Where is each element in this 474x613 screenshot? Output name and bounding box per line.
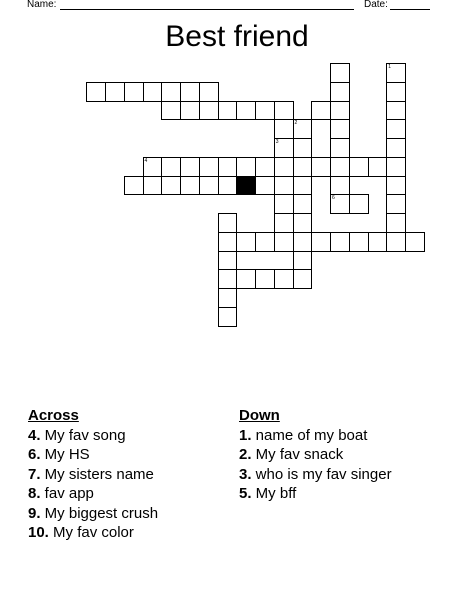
- clue-text: My bff: [251, 485, 297, 502]
- clue-text: My fav color: [48, 524, 134, 541]
- grid-cell[interactable]: [274, 213, 294, 233]
- clue-number: 4.: [28, 426, 41, 444]
- clue-number: 2.: [239, 446, 252, 463]
- clue-number-label: 2: [294, 120, 298, 127]
- clue-number: 10.: [28, 524, 49, 541]
- clue-across-8: [28, 484, 158, 504]
- grid-cell[interactable]: [180, 101, 200, 121]
- grid-cell[interactable]: [293, 251, 313, 271]
- grid-cell[interactable]: [293, 176, 313, 196]
- grid-cell[interactable]: [349, 232, 369, 252]
- grid-cell[interactable]: [274, 194, 294, 214]
- grid-cell[interactable]: [330, 101, 350, 121]
- grid-cell[interactable]: [161, 82, 181, 102]
- grid-cell[interactable]: [218, 307, 238, 327]
- grid-cell[interactable]: [311, 232, 331, 252]
- clue-across-9: [28, 504, 158, 524]
- grid-cell[interactable]: [161, 101, 181, 121]
- grid-cell[interactable]: [293, 269, 313, 289]
- grid-cell[interactable]: [218, 157, 238, 177]
- grid-cell[interactable]: [105, 82, 125, 102]
- grid-cell[interactable]: [161, 157, 181, 177]
- grid-cell[interactable]: [218, 269, 238, 289]
- name-label: Name:: [27, 0, 57, 10]
- grid-cell[interactable]: [311, 101, 331, 121]
- grid-cell[interactable]: [255, 176, 275, 196]
- clue-number-label: 6: [332, 195, 335, 202]
- grid-cell[interactable]: [180, 82, 200, 102]
- grid-cell[interactable]: [218, 101, 238, 121]
- grid-cell[interactable]: [386, 176, 406, 196]
- clue-down-2: [239, 445, 392, 465]
- clue-text: My fav snack: [251, 446, 344, 463]
- grid-cell[interactable]: [293, 213, 313, 233]
- grid-cell[interactable]: [199, 101, 219, 121]
- grid-cell[interactable]: [199, 157, 219, 177]
- grid-cell[interactable]: [386, 213, 406, 233]
- clue-text: My biggest crush: [40, 504, 159, 522]
- clue-number-label: 3: [275, 139, 279, 145]
- clue-text: who is my fav singer: [251, 465, 392, 483]
- down-heading: Down: [239, 407, 280, 424]
- grid-cell[interactable]: [274, 101, 294, 121]
- down-clues: [239, 406, 392, 504]
- grid-cell[interactable]: [330, 82, 350, 102]
- clue-across-6: [28, 445, 158, 465]
- clue-down-3: [239, 465, 392, 485]
- clue-text: fav app: [40, 485, 94, 502]
- grid-cell[interactable]: [386, 82, 406, 102]
- grid-cell[interactable]: [386, 101, 406, 121]
- clue-across-7: [28, 465, 158, 485]
- grid-cell[interactable]: [218, 232, 238, 252]
- grid-cell[interactable]: [143, 82, 163, 102]
- clue-number: 7.: [28, 465, 41, 483]
- grid-cell[interactable]: [274, 232, 294, 252]
- grid-cell[interactable]: [386, 119, 406, 139]
- grid-cell[interactable]: [368, 232, 388, 252]
- grid-cell[interactable]: [218, 288, 238, 308]
- grid-cell[interactable]: [180, 176, 200, 196]
- clue-number: 8.: [28, 485, 41, 502]
- clue-down-1: [239, 426, 392, 446]
- clue-down-5: [239, 484, 392, 504]
- grid-cell[interactable]: [255, 101, 275, 121]
- grid-cell[interactable]: [274, 176, 294, 196]
- grid-cell[interactable]: [255, 232, 275, 252]
- clue-text: name of my boat: [251, 426, 368, 444]
- grid-cell[interactable]: [330, 63, 350, 83]
- grid-cell[interactable]: [236, 269, 256, 289]
- across-heading: Across: [28, 407, 79, 424]
- grid-cell[interactable]: [274, 157, 294, 177]
- grid-cell[interactable]: [199, 176, 219, 196]
- grid-cell[interactable]: [161, 176, 181, 196]
- clue-number: 6.: [28, 446, 41, 463]
- grid-cell[interactable]: [236, 232, 256, 252]
- date-label: Date:: [364, 0, 388, 10]
- grid-cell[interactable]: [293, 138, 313, 158]
- grid-cell[interactable]: [293, 157, 313, 177]
- grid-cell[interactable]: [386, 194, 406, 214]
- grid-cell[interactable]: [143, 176, 163, 196]
- grid-cell[interactable]: [274, 138, 294, 158]
- grid-cell[interactable]: [330, 119, 350, 139]
- grid-cell[interactable]: [274, 269, 294, 289]
- grid-cell[interactable]: [293, 119, 313, 139]
- grid-cell[interactable]: [199, 82, 219, 102]
- grid-cell[interactable]: [386, 138, 406, 158]
- grid-cell[interactable]: [349, 157, 369, 177]
- grid-cell[interactable]: [330, 194, 350, 214]
- grid-cell[interactable]: [330, 176, 350, 196]
- grid-cell[interactable]: [180, 157, 200, 177]
- grid-cell[interactable]: [386, 157, 406, 177]
- grid-cell[interactable]: [236, 101, 256, 121]
- grid-cell[interactable]: [368, 157, 388, 177]
- clue-number: 5.: [239, 485, 252, 502]
- grid-cell[interactable]: [293, 232, 313, 252]
- grid-cell[interactable]: [218, 251, 238, 271]
- grid-cell[interactable]: [124, 82, 144, 102]
- grid-cell[interactable]: [255, 157, 275, 177]
- grid-cell[interactable]: [386, 232, 406, 252]
- clue-text: My sisters name: [40, 465, 154, 483]
- grid-cell[interactable]: [311, 157, 331, 177]
- grid-cell[interactable]: [386, 63, 406, 83]
- grid-cell[interactable]: [86, 82, 106, 102]
- black-cell: [236, 176, 256, 196]
- grid-cell[interactable]: [218, 176, 238, 196]
- grid-cell[interactable]: [274, 119, 294, 139]
- clue-across-10: [28, 523, 158, 543]
- grid-cell[interactable]: [330, 138, 350, 158]
- grid-cell[interactable]: [255, 269, 275, 289]
- clue-text: My fav song: [40, 426, 126, 444]
- clue-number-label: 1: [388, 64, 392, 70]
- grid-cell[interactable]: [143, 157, 163, 177]
- clue-number-label: 4: [144, 157, 148, 164]
- page-title: Best friend: [165, 20, 309, 53]
- grid-cell[interactable]: [124, 176, 144, 196]
- clue-number: 3.: [239, 465, 252, 483]
- grid-cell[interactable]: [293, 194, 313, 214]
- grid-cell[interactable]: [218, 213, 238, 233]
- grid-cell[interactable]: [405, 232, 425, 252]
- grid-cell[interactable]: [236, 157, 256, 177]
- clue-number: 9.: [28, 504, 41, 522]
- clue-text: My HS: [40, 446, 90, 463]
- grid-cell[interactable]: [330, 232, 350, 252]
- clue-across-4: [28, 426, 158, 446]
- grid-cell[interactable]: [349, 194, 369, 214]
- across-clues: [28, 406, 158, 543]
- clue-number: 1.: [239, 426, 252, 444]
- grid-cell[interactable]: [330, 157, 350, 177]
